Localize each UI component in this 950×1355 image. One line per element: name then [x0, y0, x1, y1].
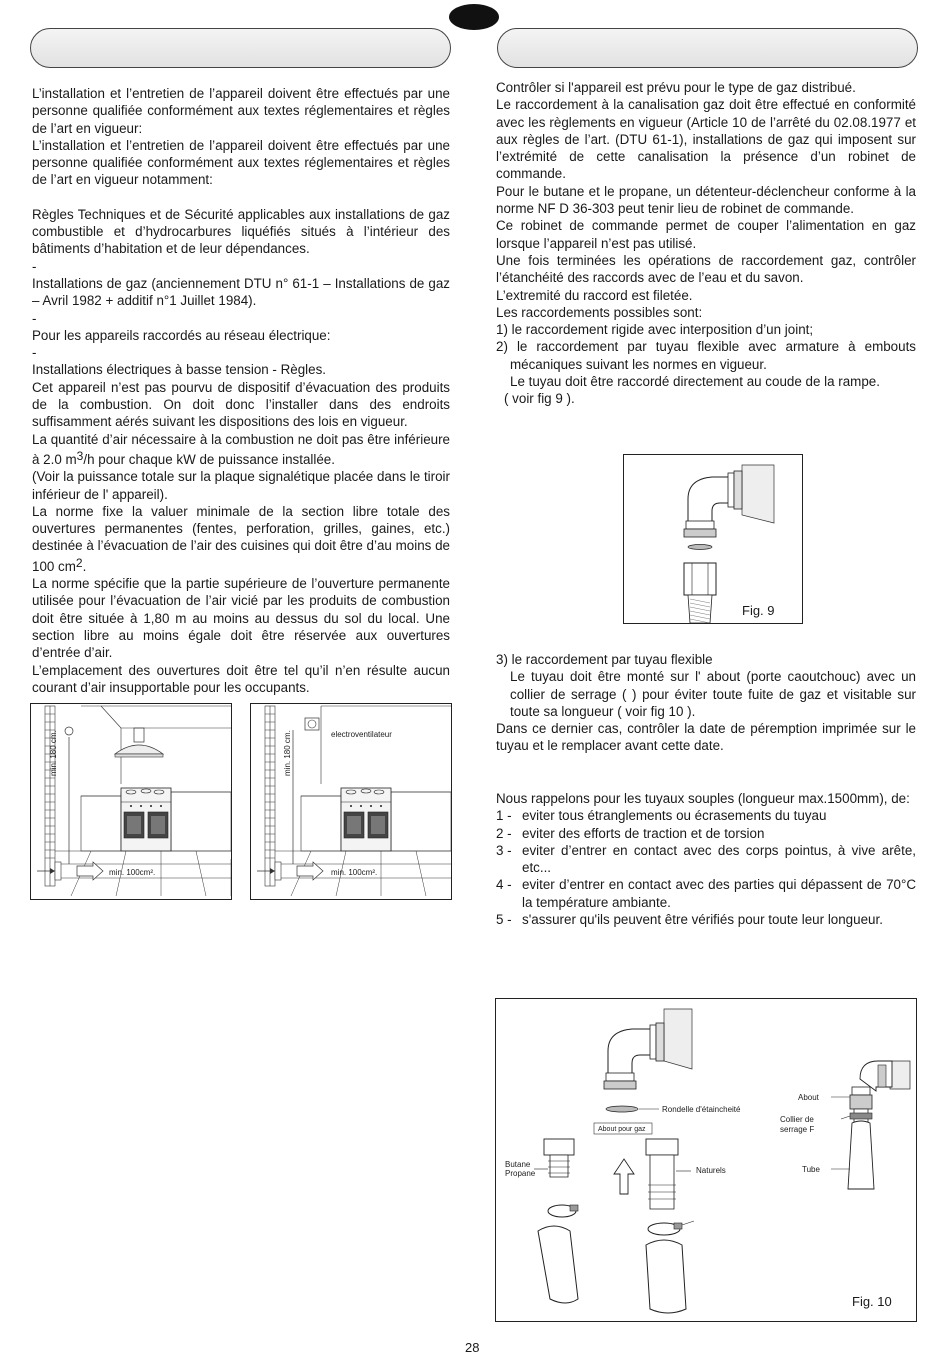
- paragraph: 2) le raccordement par tuyau flexible avec armature à embouts mécaniques suivant les normes en vigueur.: [496, 339, 916, 372]
- right-section-header: [497, 28, 918, 68]
- area-label: min. 100cm².: [109, 868, 156, 877]
- paragraph: Nous rappelons pour les tuyaux souples (longueur max.1500mm), de:: [496, 791, 910, 806]
- height-label: min. 180 cm.: [283, 730, 292, 776]
- kitchen-fan-figure: [250, 703, 452, 900]
- page-tab-marker: [449, 4, 499, 30]
- fig10-caption: Fig. 10: [852, 1294, 892, 1309]
- kitchen-hood-figure: [30, 703, 232, 900]
- list-number: 3 -: [496, 842, 512, 858]
- paragraph: L’installation et l’entretien de l’appareil doivent être effectués par une personne qualifiée conformément aux textes réglementaires et règles de l’art en vigueur notamment:: [32, 137, 450, 188]
- superscript: 3: [76, 448, 84, 463]
- fig10-illustration: [496, 999, 916, 1321]
- tube-label: Tube: [802, 1165, 820, 1174]
- text: La quantité d’air nécessaire à la combustion ne doit pas être inférieure à 2.0 m: [32, 431, 450, 467]
- list-number: 1 -: [496, 808, 512, 824]
- left-column-text: [32, 85, 450, 696]
- paragraph: Pour les appareils raccordés au réseau électrique:: [32, 327, 331, 343]
- paragraph: Installations électriques à basse tension - Règles.: [32, 362, 327, 378]
- butane-label: Butane: [505, 1160, 531, 1169]
- paragraph: Une fois terminées les opérations de raccordement gaz, contrôler l’étanchéité des raccords avec de l’eau et du savon.: [496, 252, 916, 286]
- paragraph: Ce robinet de commande permet de couper l’alimentation en gaz lorsque l’appareil n’est pas utilisé.: [496, 218, 916, 251]
- paragraph: [32, 431, 450, 469]
- paragraph: L’extremité du raccord est filetée.: [496, 287, 693, 303]
- list-item: [496, 825, 916, 842]
- paragraph: L’installation et l’entretien de l’appareil doivent être effectués par une personne qualifiée conformément aux textes réglementaires et règles de l’art en vigueur:: [32, 86, 450, 136]
- dash: -: [32, 310, 37, 326]
- right-column-text-list: [496, 790, 916, 928]
- paragraph: Règles Techniques et de Sécurité applicables aux installations de gaz combustible et d’hydrocarbures liquéfiés situés à l’intérieur des bâtiments d’habitation et de leur dépendances.: [32, 206, 450, 257]
- list-item: [496, 842, 916, 877]
- paragraph: 1) le raccordement rigide avec interposition d’un joint;: [496, 322, 814, 338]
- list-item: [496, 876, 916, 911]
- rondelle-label: Rondelle d'étaincheité: [662, 1105, 741, 1114]
- fig9-caption: Fig. 9: [742, 603, 775, 618]
- list-item: [496, 807, 916, 824]
- paragraph: La norme spécifie que la partie supérieure de l’ouverture permanente utilisée pour l’évacuation de l’air vicié par les produits de combustion doit être située à 1,80 m au moins au dessus du sol du local. Une section libre au moins égale doit être réservée aux ouvertures d’entrée d’air.: [32, 576, 450, 661]
- collier-label-1: Collier de: [780, 1115, 814, 1124]
- paragraph: Pour le butane et le propane, un détenteur-déclencheur conforme à la norme NF D 36-303 peut tenir lieu de robinet de commande.: [496, 183, 916, 217]
- fig9-illustration: [624, 455, 802, 623]
- list-text: s'assurer qu'ils peuvent être vérifiés pour toute leur longueur.: [522, 912, 883, 928]
- paragraph: 3) le raccordement par tuyau flexible: [496, 652, 713, 667]
- list-number: 2 -: [496, 825, 512, 841]
- paragraph: Contrôler si l'appareil est prévu pour le type de gaz distribué.: [496, 80, 856, 95]
- text: /h pour chaque kW de puissance installée.: [83, 451, 335, 467]
- paragraph: ( voir fig 9 ).: [504, 391, 575, 407]
- propane-label: Propane: [505, 1169, 536, 1178]
- paragraph: Le raccordement à la canalisation gaz doit être effectué en conformité avec les règlements en vigueur (Article 10 de l’arrêté du 02.08.1977 et aux règles de l’art. (DTU 61-1), installations de gaz qui imposent sur l’extrémité de cette canalisation la présence d’un robinet de commande.: [496, 97, 916, 182]
- dash: -: [32, 258, 37, 274]
- right-column-text-upper: [496, 79, 916, 408]
- list-text: eviter tous étranglements ou écrasements du tuyau: [522, 808, 827, 824]
- text: La norme fixe la valuer minimale de la section libre totale des ouvertures permanentes (fentes, perforation, grilles, gaines, etc.) destinée à l’évacuation de l’air des cuisines qui doit être d’au moins de 100 cm: [32, 503, 450, 574]
- paragraph: Installations de gaz (anciennement DTU n° 61-1 – Installations de gaz – Avril 1982 + additif n°1 Juillet 1984).: [32, 275, 450, 309]
- collier-label-2: serrage F: [780, 1125, 815, 1134]
- fig10-figure: [495, 998, 917, 1322]
- list-text: eviter d’entrer en contact avec des corps pointus, à vive arête, etc...: [522, 842, 916, 876]
- fig9-figure: [623, 454, 803, 624]
- paragraph: Le tuyau doit être monté sur l' about (porte caoutchouc) avec un collier de serrage ( ) pour éviter toute fuite de gaz et visitable sur toute sa longueur ( voir fig 10 ).: [510, 669, 916, 719]
- list-number: 5 -: [496, 912, 512, 928]
- about-label: About: [798, 1093, 819, 1102]
- area-label: min. 100cm².: [331, 868, 378, 877]
- paragraph: [32, 503, 450, 575]
- dash: -: [32, 345, 37, 361]
- about-pour-gaz-label: About pour gaz: [598, 1126, 646, 1133]
- page-number: 28: [465, 1340, 480, 1355]
- paragraph: L’emplacement des ouvertures doit être tel qu’il n’en résulte aucun courant d’air insupportable pour les occupants.: [32, 662, 450, 695]
- list-item: [496, 911, 916, 928]
- fan-label: electroventilateur: [331, 730, 392, 739]
- paragraph: Le tuyau doit être raccordé directement au coude de la rampe.: [510, 374, 880, 390]
- list-text: eviter des efforts de traction et de torsion: [522, 825, 765, 841]
- naturels-label: Naturels: [696, 1166, 726, 1175]
- paragraph: (Voir la puissance totale sur la plaque signalétique placée dans le tiroir inférieur de l' appareil).: [32, 469, 450, 502]
- right-column-text-middle: [496, 651, 916, 755]
- paragraph: Cet appareil n’est pas pourvu de dispositif d’évacuation des produits de la combustion. On doit donc l’installer dans des endroits suffisamment aérés suivant les dispositions des lois en vigueur.: [32, 379, 450, 430]
- height-label: min. 180 cm.: [49, 730, 58, 776]
- list-number: 4 -: [496, 877, 512, 893]
- text: .: [82, 558, 87, 574]
- paragraph: Dans ce dernier cas, contrôler la date de péremption imprimée sur le tuyau et le remplacer avant cette date.: [496, 721, 916, 754]
- left-section-header: [30, 28, 451, 68]
- list-text: eviter d’entrer en contact avec des parties qui dépassent de 70°C la température ambiante.: [522, 877, 916, 910]
- superscript: 2: [75, 555, 83, 570]
- paragraph: Les raccordements possibles sont:: [496, 304, 703, 320]
